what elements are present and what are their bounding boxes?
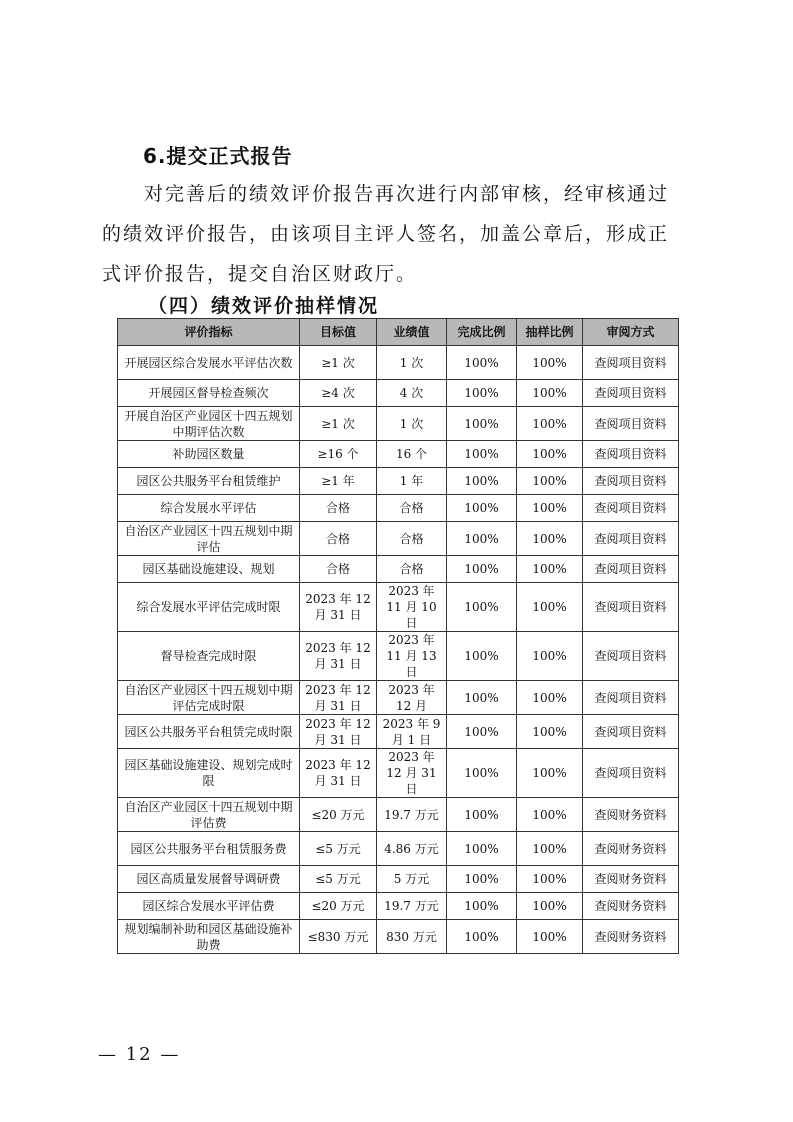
- cell-method: 查阅项目资料: [583, 346, 679, 380]
- cell-target: 2023 年 12 月 31 日: [300, 749, 377, 798]
- cell-actual: 2023 年 12 月 31 日: [377, 749, 447, 798]
- cell-completion: 100%: [447, 441, 517, 468]
- cell-method: 查阅财务资料: [583, 893, 679, 920]
- table-row: [118, 866, 679, 893]
- cell-indicator: 园区基础设施建设、规划完成时限: [118, 749, 300, 798]
- cell-actual: 2023 年 9 月 1 日: [377, 715, 447, 749]
- cell-sampling: 100%: [517, 681, 583, 715]
- cell-sampling: 100%: [517, 749, 583, 798]
- cell-indicator: 综合发展水平评估: [118, 495, 300, 522]
- cell-completion: 100%: [447, 556, 517, 583]
- cell-target: ≤5 万元: [300, 866, 377, 893]
- cell-target: 合格: [300, 495, 377, 522]
- header-target: 目标值: [300, 319, 377, 346]
- cell-completion: 100%: [447, 832, 517, 866]
- cell-completion: 100%: [447, 798, 517, 832]
- cell-target: ≥4 次: [300, 380, 377, 407]
- cell-indicator: 园区综合发展水平评估费: [118, 893, 300, 920]
- cell-completion: 100%: [447, 715, 517, 749]
- cell-indicator: 开展自治区产业园区十四五规划中期评估次数: [118, 407, 300, 441]
- cell-completion: 100%: [447, 920, 517, 954]
- cell-method: 查阅项目资料: [583, 522, 679, 556]
- header-sampling: 抽样比例: [517, 319, 583, 346]
- cell-completion: 100%: [447, 632, 517, 681]
- paragraph-line: 对完善后的绩效评价报告再次进行内部审核，经审核通过: [144, 183, 670, 205]
- cell-indicator: 补助园区数量: [118, 441, 300, 468]
- table-row: [118, 832, 679, 866]
- cell-method: 查阅项目资料: [583, 380, 679, 407]
- cell-indicator: 规划编制补助和园区基础设施补助费: [118, 920, 300, 954]
- cell-actual: 1 年: [377, 468, 447, 495]
- cell-actual: 1 次: [377, 407, 447, 441]
- cell-sampling: 100%: [517, 522, 583, 556]
- cell-method: 查阅项目资料: [583, 468, 679, 495]
- cell-actual: 2023 年 11 月 10 日: [377, 583, 447, 632]
- cell-actual: 合格: [377, 495, 447, 522]
- table-row: [118, 407, 679, 441]
- cell-completion: 100%: [447, 346, 517, 380]
- cell-method: 查阅财务资料: [583, 920, 679, 954]
- table-row: [118, 681, 679, 715]
- cell-indicator: 综合发展水平评估完成时限: [118, 583, 300, 632]
- cell-target: 合格: [300, 556, 377, 583]
- cell-completion: 100%: [447, 749, 517, 798]
- cell-actual: 2023 年 11 月 13 日: [377, 632, 447, 681]
- cell-method: 查阅项目资料: [583, 715, 679, 749]
- cell-completion: 100%: [447, 380, 517, 407]
- section-heading: 6.提交正式报告: [143, 144, 293, 168]
- cell-sampling: 100%: [517, 798, 583, 832]
- cell-target: 2023 年 12 月 31 日: [300, 583, 377, 632]
- cell-actual: 4 次: [377, 380, 447, 407]
- cell-completion: 100%: [447, 407, 517, 441]
- cell-target: 2023 年 12 月 31 日: [300, 632, 377, 681]
- cell-target: 2023 年 12 月 31 日: [300, 715, 377, 749]
- cell-indicator: 园区公共服务平台租赁维护: [118, 468, 300, 495]
- cell-target: ≥1 年: [300, 468, 377, 495]
- cell-indicator: 园区公共服务平台租赁服务费: [118, 832, 300, 866]
- paragraph-line: 式评价报告，提交自治区财政厅。: [102, 263, 418, 285]
- table-row: [118, 920, 679, 954]
- paragraph-line: 的绩效评价报告，由该项目主评人签名，加盖公章后，形成正: [102, 223, 670, 245]
- cell-target: 合格: [300, 522, 377, 556]
- table-row: [118, 556, 679, 583]
- table-row: [118, 715, 679, 749]
- table-row: [118, 749, 679, 798]
- cell-sampling: 100%: [517, 346, 583, 380]
- cell-indicator: 自治区产业园区十四五规划中期评估: [118, 522, 300, 556]
- cell-actual: 16 个: [377, 441, 447, 468]
- table-row: [118, 468, 679, 495]
- cell-indicator: 开展园区综合发展水平评估次数: [118, 346, 300, 380]
- table-section-title: （四）绩效评价抽样情况: [148, 295, 380, 317]
- cell-method: 查阅项目资料: [583, 407, 679, 441]
- cell-method: 查阅项目资料: [583, 495, 679, 522]
- cell-actual: 合格: [377, 522, 447, 556]
- cell-method: 查阅项目资料: [583, 441, 679, 468]
- cell-actual: 4.86 万元: [377, 832, 447, 866]
- cell-sampling: 100%: [517, 893, 583, 920]
- cell-target: ≥1 次: [300, 407, 377, 441]
- cell-indicator: 开展园区督导检查频次: [118, 380, 300, 407]
- cell-target: ≥1 次: [300, 346, 377, 380]
- cell-completion: 100%: [447, 681, 517, 715]
- table-row: [118, 893, 679, 920]
- table-row: [118, 798, 679, 832]
- table-body: [118, 346, 679, 954]
- table-row: [118, 583, 679, 632]
- cell-sampling: 100%: [517, 380, 583, 407]
- cell-sampling: 100%: [517, 407, 583, 441]
- cell-indicator: 督导检查完成时限: [118, 632, 300, 681]
- cell-indicator: 园区公共服务平台租赁完成时限: [118, 715, 300, 749]
- table-row: [118, 380, 679, 407]
- cell-completion: 100%: [447, 583, 517, 632]
- cell-indicator: 自治区产业园区十四五规划中期评估完成时限: [118, 681, 300, 715]
- cell-method: 查阅项目资料: [583, 583, 679, 632]
- cell-method: 查阅项目资料: [583, 749, 679, 798]
- header-method: 审阅方式: [583, 319, 679, 346]
- cell-sampling: 100%: [517, 832, 583, 866]
- header-indicator: 评价指标: [118, 319, 300, 346]
- cell-actual: 1 次: [377, 346, 447, 380]
- cell-completion: 100%: [447, 522, 517, 556]
- cell-indicator: 园区基础设施建设、规划: [118, 556, 300, 583]
- cell-sampling: 100%: [517, 920, 583, 954]
- cell-actual: 830 万元: [377, 920, 447, 954]
- cell-method: 查阅财务资料: [583, 866, 679, 893]
- cell-target: ≤830 万元: [300, 920, 377, 954]
- cell-sampling: 100%: [517, 866, 583, 893]
- cell-method: 查阅项目资料: [583, 556, 679, 583]
- table-row: [118, 522, 679, 556]
- cell-actual: 合格: [377, 556, 447, 583]
- cell-indicator: 自治区产业园区十四五规划中期评估费: [118, 798, 300, 832]
- header-actual: 业绩值: [377, 319, 447, 346]
- cell-indicator: 园区高质量发展督导调研费: [118, 866, 300, 893]
- cell-sampling: 100%: [517, 468, 583, 495]
- cell-method: 查阅财务资料: [583, 832, 679, 866]
- header-completion: 完成比例: [447, 319, 517, 346]
- table-row: [118, 441, 679, 468]
- cell-actual: 19.7 万元: [377, 798, 447, 832]
- cell-completion: 100%: [447, 495, 517, 522]
- body-paragraph: [102, 174, 702, 294]
- cell-target: ≤20 万元: [300, 893, 377, 920]
- cell-method: 查阅财务资料: [583, 798, 679, 832]
- cell-sampling: 100%: [517, 441, 583, 468]
- cell-completion: 100%: [447, 893, 517, 920]
- cell-sampling: 100%: [517, 495, 583, 522]
- table-header-row: [118, 319, 679, 346]
- cell-target: 2023 年 12 月 31 日: [300, 681, 377, 715]
- cell-sampling: 100%: [517, 556, 583, 583]
- cell-target: ≤20 万元: [300, 798, 377, 832]
- cell-method: 查阅项目资料: [583, 681, 679, 715]
- cell-target: ≤5 万元: [300, 832, 377, 866]
- cell-completion: 100%: [447, 866, 517, 893]
- table-row: [118, 495, 679, 522]
- cell-actual: 2023 年 12 月: [377, 681, 447, 715]
- page-number: — 12 —: [98, 1044, 181, 1065]
- sampling-table: [117, 318, 679, 954]
- cell-completion: 100%: [447, 468, 517, 495]
- table-row: [118, 346, 679, 380]
- table-row: [118, 632, 679, 681]
- cell-sampling: 100%: [517, 583, 583, 632]
- cell-actual: 5 万元: [377, 866, 447, 893]
- cell-method: 查阅项目资料: [583, 632, 679, 681]
- cell-sampling: 100%: [517, 632, 583, 681]
- cell-target: ≥16 个: [300, 441, 377, 468]
- cell-sampling: 100%: [517, 715, 583, 749]
- cell-actual: 19.7 万元: [377, 893, 447, 920]
